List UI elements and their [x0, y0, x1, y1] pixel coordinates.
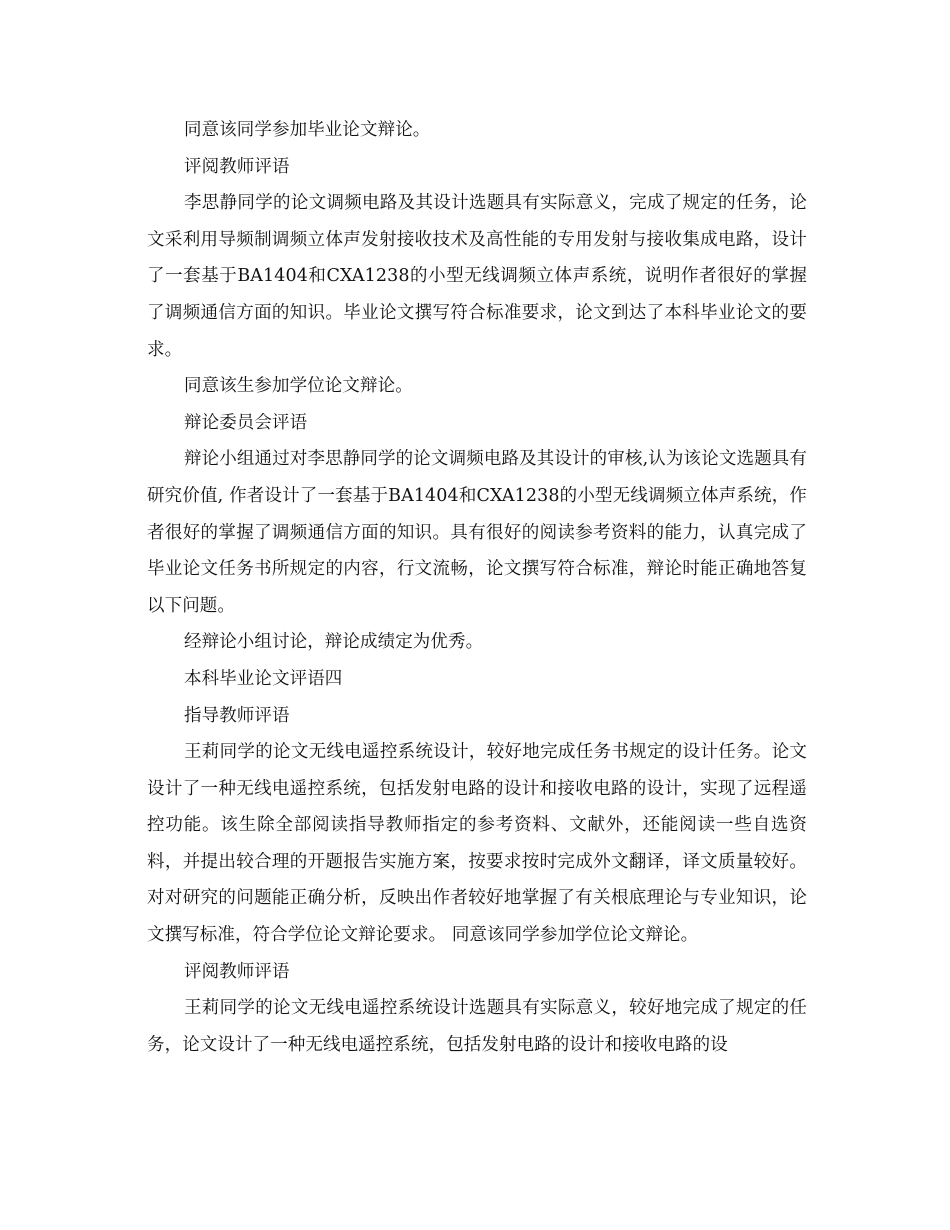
paragraph-approval-1: 同意该同学参加毕业论文辩论。 [184, 120, 431, 140]
paragraph-defense-result: 经辩论小组讨论，辩论成绩定为优秀。 [184, 632, 484, 653]
heading-committee-comment: 辩论委员会评语 [184, 412, 308, 433]
heading-section-four: 本科毕业论文评语四 [184, 668, 343, 689]
heading-reviewer-comment-1: 评阅教师评语 [184, 156, 290, 177]
heading-reviewer-comment-2: 评阅教师评语 [184, 961, 290, 982]
document-page [147, 112, 807, 1063]
paragraph-committee-comment: 辩论小组通过对李思静同学的论文调频电路及其设计的审核,认为该论文选题具有研究价值, 作者设计了一套基于BA1404和CXA1238的小型无线调频立体声系统，作者很好的掌握了调频通信方面的知识。具有很好的阅读参考资料的能力，认真完成了毕业论文任务书所规定的内容，行文流畅，论文撰写符合标准，辩论时能正确地答复以下问题。 [147, 449, 807, 616]
paragraph-reviewer-comment-2: 王莉同学的论文无线电遥控系统设计选题具有实际意义，较好地完成了规定的任务，论文设计了一种无线电遥控系统，包括发射电路的设计和接收电路的设 [147, 998, 807, 1055]
paragraph-approval-2: 同意该生参加学位论文辩论。 [184, 376, 413, 397]
paragraph-reviewer-comment-1: 李思静同学的论文调频电路及其设计选题具有实际意义，完成了规定的任务，论文采利用导频制调频立体声发射接收技术及高性能的专用发射与接收集成电路，设计了一套基于BA1404和CXA1238的小型无线调频立体声系统，说明作者很好的掌握了调频通信方面的知识。毕业论文撰写符合标准要求，论文到达了本科毕业论文的要求。 [147, 193, 807, 360]
heading-advisor-comment: 指导教师评语 [184, 705, 290, 726]
paragraph-advisor-comment: 王莉同学的论文无线电遥控系统设计，较好地完成任务书规定的设计任务。论文设计了一种无线电遥控系统，包括发射电路的设计和接收电路的设计，实现了远程遥控功能。该生除全部阅读指导教师指定的参考资料、文献外，还能阅读一些自选资料，并提出较合理的开题报告实施方案，按要求按时完成外文翻译，译文质量较好。对对研究的问题能正确分析，反映出作者较好地掌握了有关根底理论与专业知识，论文撰写标准，符合学位论文辩论要求。 同意该同学参加学位论文辩论。 [147, 742, 807, 946]
